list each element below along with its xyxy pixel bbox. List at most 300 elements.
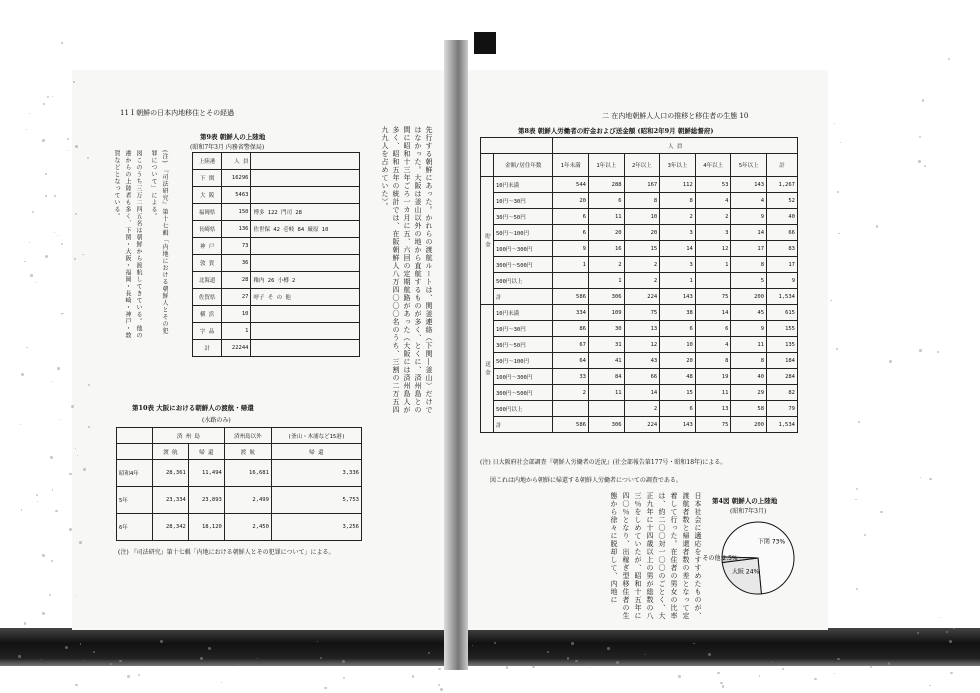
table9-row bbox=[193, 340, 360, 357]
table8-cell: 12 bbox=[624, 337, 660, 353]
scan-noise-speck bbox=[940, 617, 941, 618]
table9-note: (注) 『司法研究』第十七輯「内地における朝鮮人とその犯罪について」による。 bbox=[150, 150, 168, 335]
right-running-head: 二 在内地朝鮮人人口の推移と移住者の生態 10 bbox=[602, 112, 749, 120]
table10 bbox=[116, 427, 362, 541]
table9-cell bbox=[251, 187, 360, 204]
table8-cell: 66 bbox=[767, 225, 798, 241]
table8-cell: 48 bbox=[660, 369, 696, 385]
table9-cell: 字 品 bbox=[193, 323, 222, 340]
scan-noise-speck bbox=[41, 659, 42, 660]
table9-cell: 73 bbox=[222, 238, 251, 255]
table8-row bbox=[481, 321, 798, 337]
table9-cell: 22244 bbox=[222, 340, 251, 357]
table8-column-header: 5年以上 bbox=[731, 154, 767, 177]
table10-cell: 2,499 bbox=[224, 487, 271, 514]
scan-noise-speck bbox=[57, 367, 60, 370]
scan-noise-speck bbox=[720, 682, 722, 684]
table8-row-label: 100円〜300円 bbox=[494, 241, 553, 257]
table9-cell: 36 bbox=[222, 255, 251, 272]
table8-cell: 40 bbox=[731, 369, 767, 385]
table9 bbox=[192, 152, 360, 357]
scan-noise-speck bbox=[29, 242, 30, 243]
scan-noise-speck bbox=[52, 96, 53, 97]
scan-noise-speck bbox=[506, 666, 508, 668]
scan-noise-speck bbox=[74, 258, 76, 260]
scan-noise-speck bbox=[855, 499, 857, 501]
pie-label: 大阪 24% bbox=[731, 568, 760, 576]
scan-noise-speck bbox=[782, 668, 784, 670]
table10-group-header: (釜山・木浦など15港) bbox=[271, 428, 361, 444]
table10-cell: 23,893 bbox=[188, 487, 224, 514]
table8-row bbox=[481, 337, 798, 353]
table8-section-label: 貯 金 bbox=[481, 177, 494, 305]
table8-cell: 2 bbox=[588, 257, 624, 273]
table8-cell: 75 bbox=[695, 289, 731, 305]
table8-row-label: 計 bbox=[494, 289, 553, 305]
table8-cell: 9 bbox=[767, 273, 798, 289]
scan-noise-speck bbox=[21, 373, 24, 376]
table8-row bbox=[481, 209, 798, 225]
table8 bbox=[480, 137, 798, 433]
scan-noise-speck bbox=[20, 424, 21, 425]
table8-row-label: 10円〜30円 bbox=[494, 193, 553, 209]
scan-noise-speck bbox=[837, 658, 839, 660]
scan-noise-speck bbox=[75, 145, 78, 148]
table8-row bbox=[481, 353, 798, 369]
table10-row bbox=[117, 487, 362, 514]
table8-cell: 8 bbox=[731, 257, 767, 273]
table8-cell: 20 bbox=[660, 353, 696, 369]
scan-noise-speck bbox=[82, 254, 83, 255]
table8-column-header: 2年以上 bbox=[624, 154, 660, 177]
table9-title: 第9表 朝鮮人の上陸地 bbox=[200, 133, 266, 141]
book-gutter bbox=[444, 40, 468, 670]
table8-cell: 1 bbox=[553, 257, 589, 273]
black-marker-square bbox=[474, 32, 496, 54]
table8-cell bbox=[695, 273, 731, 289]
table10-cell: 28,342 bbox=[152, 514, 188, 541]
table9-cell: 北海道 bbox=[193, 272, 222, 289]
table8-cell: 2 bbox=[624, 273, 660, 289]
table8-cell: 586 bbox=[553, 417, 589, 433]
scan-noise-speck bbox=[42, 554, 45, 557]
scan-noise-speck bbox=[61, 42, 62, 43]
scan-noise-speck bbox=[73, 81, 75, 83]
table8-cell: 2 bbox=[553, 385, 589, 401]
table9-cell: 下 関 bbox=[193, 170, 222, 187]
scan-noise-speck bbox=[856, 588, 858, 590]
scan-noise-speck bbox=[876, 225, 879, 228]
left-body-small: 図このうち三万二四五名は朝鮮から渡航してきている。他の港からの上陸者も多く、下関・大阪・福岡・長崎・神戸・敦賀などとなっている。 bbox=[113, 150, 142, 339]
table8-cell: 13 bbox=[695, 401, 731, 417]
table8-row bbox=[481, 289, 798, 305]
table8-cell: 4 bbox=[731, 193, 767, 209]
scan-noise-speck bbox=[75, 448, 76, 449]
table8-cell: 586 bbox=[553, 289, 589, 305]
table8-cell: 4 bbox=[695, 337, 731, 353]
scan-noise-speck bbox=[45, 255, 48, 258]
table9-cell: 10 bbox=[222, 306, 251, 323]
table8-note2: 図これは内地から朝鮮に帰還する朝鮮人労働者についての調査である。 bbox=[490, 477, 682, 484]
table8-row bbox=[481, 417, 798, 433]
scan-noise-speck bbox=[18, 655, 20, 657]
table9-row bbox=[193, 221, 360, 238]
table8-row-label: 300円〜500円 bbox=[494, 257, 553, 273]
table8-cell: 3 bbox=[660, 225, 696, 241]
scan-noise-speck bbox=[837, 191, 839, 193]
table10-row-label: 昭和4年 bbox=[117, 460, 153, 487]
table9-cell: 上陸港 bbox=[193, 153, 222, 170]
scan-noise-speck bbox=[880, 511, 882, 513]
table8-cell: 79 bbox=[767, 401, 798, 417]
table8-cell: 1 bbox=[588, 273, 624, 289]
table8-cell: 167 bbox=[624, 177, 660, 193]
scan-noise-speck bbox=[917, 632, 919, 634]
table10-group-header: 済州島以外 bbox=[224, 428, 271, 444]
scan-noise-speck bbox=[50, 456, 53, 459]
table9-cell: 1 bbox=[222, 323, 251, 340]
scan-noise-speck bbox=[771, 661, 772, 662]
table9-cell: 稚内 26 小樽 2 bbox=[251, 272, 360, 289]
table8-cell: 9 bbox=[731, 321, 767, 337]
scan-noise-speck bbox=[830, 300, 831, 301]
table8-cell: 12 bbox=[695, 241, 731, 257]
table8-cell: 10 bbox=[660, 337, 696, 353]
table8-cell: 10 bbox=[624, 209, 660, 225]
table8-cell: 11 bbox=[695, 385, 731, 401]
table10-row-label: 5年 bbox=[117, 487, 153, 514]
table9-cell: 福岡県 bbox=[193, 204, 222, 221]
table9-cell: 大 阪 bbox=[193, 187, 222, 204]
scan-noise-speck bbox=[221, 682, 222, 683]
scan-noise-speck bbox=[342, 660, 344, 662]
scan-noise-speck bbox=[43, 103, 45, 105]
table8-cell: 15 bbox=[660, 385, 696, 401]
scan-noise-speck bbox=[864, 534, 866, 536]
table8-row-label: 10円未満 bbox=[494, 177, 553, 193]
figure4-title: 第4図 朝鮮人の上陸地 bbox=[712, 497, 778, 505]
scan-noise-speck bbox=[428, 652, 430, 654]
table8-cell: 20 bbox=[553, 193, 589, 209]
table9-cell: 博多 122 門司 28 bbox=[251, 204, 360, 221]
table8-row-label: 30円〜50円 bbox=[494, 337, 553, 353]
scan-noise-speck bbox=[79, 541, 82, 544]
scan-noise-speck bbox=[57, 235, 58, 236]
table8-cell: 615 bbox=[767, 305, 798, 321]
table8-cell bbox=[588, 401, 624, 417]
table9-cell bbox=[251, 255, 360, 272]
table10-title: 第10表 大阪における朝鮮人の渡航・帰還 bbox=[132, 404, 254, 412]
scan-noise-speck bbox=[440, 688, 443, 691]
scan-noise-speck bbox=[948, 58, 950, 60]
table8-cell: 15 bbox=[624, 241, 660, 257]
table8-cell: 82 bbox=[767, 385, 798, 401]
table10-cell: 28,361 bbox=[152, 460, 188, 487]
table8-cell: 155 bbox=[767, 321, 798, 337]
scan-noise-speck bbox=[51, 560, 53, 562]
table8-cell: 38 bbox=[660, 305, 696, 321]
table8-column-header: 4年以上 bbox=[695, 154, 731, 177]
table9-cell: 横 浜 bbox=[193, 306, 222, 323]
table8-row bbox=[481, 257, 798, 273]
left-running-head: 11 Ⅰ 朝鮮の日本内地移住とその経過 bbox=[120, 109, 235, 117]
scan-noise-speck bbox=[87, 157, 89, 159]
table8-row-label: 30円〜50円 bbox=[494, 209, 553, 225]
scan-noise-speck bbox=[61, 243, 63, 245]
table9-row bbox=[193, 187, 360, 204]
scan-noise-speck bbox=[200, 657, 202, 659]
table8-row-label: 300円〜500円 bbox=[494, 385, 553, 401]
table8-cell: 544 bbox=[553, 177, 589, 193]
table8-cell: 2 bbox=[624, 401, 660, 417]
figure4-pie-chart bbox=[702, 516, 800, 600]
scan-noise-speck bbox=[532, 666, 535, 669]
scan-noise-speck bbox=[722, 685, 724, 687]
table8-cell: 109 bbox=[588, 305, 624, 321]
table9-cell bbox=[251, 340, 360, 357]
scan-noise-speck bbox=[870, 666, 872, 668]
table9-row bbox=[193, 153, 360, 170]
scanner-shadow-bar bbox=[0, 628, 980, 666]
scan-noise-speck bbox=[717, 672, 719, 674]
table8-cell: 200 bbox=[731, 417, 767, 433]
table8-cell: 41 bbox=[588, 353, 624, 369]
scan-noise-speck bbox=[567, 657, 569, 659]
scan-noise-speck bbox=[88, 426, 89, 427]
table8-cell: 8 bbox=[731, 353, 767, 369]
table9-cell: 5463 bbox=[222, 187, 251, 204]
table8-cell: 6 bbox=[695, 321, 731, 337]
table8-cell: 20 bbox=[588, 225, 624, 241]
table8-cell: 143 bbox=[660, 289, 696, 305]
scan-noise-speck bbox=[834, 123, 835, 124]
table8-cell: 1,267 bbox=[767, 177, 798, 193]
scan-noise-speck bbox=[929, 685, 930, 686]
scan-noise-speck bbox=[929, 478, 932, 481]
table8-note: (注) 日大阪府社会部調査『朝鮮人労働者の近況』(社会部報告第177号・昭和18年)による。 bbox=[480, 459, 727, 466]
table8-cell: 143 bbox=[660, 417, 696, 433]
table10-subheader: 帰 還 bbox=[271, 444, 361, 460]
table8-row-label: 100円〜300円 bbox=[494, 369, 553, 385]
scan-noise-speck bbox=[32, 211, 34, 213]
scan-noise-speck bbox=[37, 501, 38, 502]
table8-cell: 17 bbox=[767, 257, 798, 273]
table9-cell: 計 bbox=[193, 340, 222, 357]
table9-row bbox=[193, 204, 360, 221]
table8-row bbox=[481, 369, 798, 385]
pie-slice-大阪 bbox=[722, 558, 761, 594]
table8-cell: 75 bbox=[695, 417, 731, 433]
table9-cell: 佐賀県 bbox=[193, 289, 222, 306]
scan-noise-speck bbox=[36, 282, 37, 283]
table8-cell: 184 bbox=[767, 353, 798, 369]
table10-group-header: 済 州 島 bbox=[152, 428, 224, 444]
scan-noise-speck bbox=[678, 675, 681, 678]
right-page bbox=[468, 70, 828, 630]
table8-cell: 6 bbox=[660, 321, 696, 337]
table9-cell: 28 bbox=[222, 272, 251, 289]
scan-noise-speck bbox=[42, 612, 45, 615]
scan-noise-speck bbox=[949, 640, 952, 643]
table8-cell: 75 bbox=[624, 305, 660, 321]
scan-noise-speck bbox=[119, 660, 122, 663]
table8-column-header: 3年以上 bbox=[660, 154, 696, 177]
table8-cell: 17 bbox=[731, 241, 767, 257]
table8-cell: 14 bbox=[695, 305, 731, 321]
scan-noise-speck bbox=[438, 684, 440, 686]
table8-cell: 16 bbox=[588, 241, 624, 257]
scan-noise-speck bbox=[67, 138, 69, 140]
table8-row-label: 10円未満 bbox=[494, 305, 553, 321]
table8-cell: 14 bbox=[731, 225, 767, 241]
table8-corner bbox=[481, 154, 494, 177]
scan-noise-speck bbox=[412, 675, 415, 678]
scan-noise-speck bbox=[858, 421, 860, 423]
scan-noise-speck bbox=[814, 678, 816, 680]
scan-noise-speck bbox=[138, 674, 140, 676]
scan-noise-speck bbox=[69, 528, 72, 531]
table8-group-header: 人 員 bbox=[553, 138, 798, 154]
table9-row bbox=[193, 272, 360, 289]
table8-cell: 3 bbox=[660, 257, 696, 273]
scan-noise-speck bbox=[920, 477, 921, 478]
table8-cell: 112 bbox=[660, 177, 696, 193]
table8-cell: 3 bbox=[695, 225, 731, 241]
scan-noise-speck bbox=[55, 510, 57, 512]
scan-noise-speck bbox=[438, 668, 441, 671]
table8-cell: 8 bbox=[695, 353, 731, 369]
table10-subheader: 帰 還 bbox=[188, 444, 224, 460]
scan-noise-speck bbox=[840, 142, 841, 143]
table8-row bbox=[481, 193, 798, 209]
table8-cell: 19 bbox=[695, 369, 731, 385]
table8-column-header: 計 bbox=[767, 154, 798, 177]
scan-noise-speck bbox=[919, 349, 922, 352]
scan-noise-speck bbox=[889, 360, 892, 363]
table9-cell: 27 bbox=[222, 289, 251, 306]
table8-row-label: 10円〜30円 bbox=[494, 321, 553, 337]
table10-header-row bbox=[117, 428, 362, 444]
table8-cell: 11 bbox=[588, 385, 624, 401]
table9-cell bbox=[251, 323, 360, 340]
scan-noise-speck bbox=[21, 509, 23, 511]
table9-cell: 神 戸 bbox=[193, 238, 222, 255]
table8-row bbox=[481, 305, 798, 321]
table8-cell: 6 bbox=[588, 193, 624, 209]
table8-cell: 13 bbox=[624, 321, 660, 337]
table8-column-header: 1年以上 bbox=[588, 154, 624, 177]
scan-noise-speck bbox=[71, 405, 74, 408]
scan-noise-speck bbox=[36, 494, 38, 496]
table10-cell: 23,334 bbox=[152, 487, 188, 514]
scan-noise-speck bbox=[52, 489, 54, 491]
table10-note: (注) 『司法研究』第十七輯「内地における朝鮮人とその犯罪について」による。 bbox=[118, 549, 335, 556]
table10-cell: 3,256 bbox=[271, 514, 361, 541]
table8-row-label: 計 bbox=[494, 417, 553, 433]
table8-row-label: 500円以上 bbox=[494, 273, 553, 289]
pie-label: 下関 73% bbox=[757, 538, 786, 546]
scan-noise-speck bbox=[590, 667, 591, 668]
table8-cell: 334 bbox=[553, 305, 589, 321]
table8-cell: 9 bbox=[553, 241, 589, 257]
table8-cell: 66 bbox=[624, 369, 660, 385]
table8-column-header: 金額/居住年数 bbox=[494, 154, 553, 177]
scan-noise-speck bbox=[919, 136, 921, 138]
table8-cell: 6 bbox=[660, 401, 696, 417]
right-body-text: 日本社会に適応をすすめたものが、渡航者数と帰還者数の差となって定着して行った。在住者の男女の比率は、約二〇〇対一〇〇のごとく、大正九年に十四歳以上の男が総数の八三％をしめていたが、昭和十五年に四〇％となり、出稼ぎ型移住者の生態から徐々に脱却して、内地に bbox=[610, 492, 702, 620]
table9-row bbox=[193, 255, 360, 272]
scan-noise-speck bbox=[80, 643, 81, 644]
table9-cell: 人 員 bbox=[222, 153, 251, 170]
table8-corner bbox=[481, 138, 553, 154]
table8-cell: 4 bbox=[695, 193, 731, 209]
table8-cell: 14 bbox=[660, 241, 696, 257]
table8-cell: 84 bbox=[588, 369, 624, 385]
scan-noise-speck bbox=[54, 232, 55, 233]
scan-noise-speck bbox=[472, 645, 473, 646]
table8-row bbox=[481, 241, 798, 257]
table8-cell: 33 bbox=[553, 369, 589, 385]
table8-cell: 224 bbox=[624, 289, 660, 305]
table8-row-label: 500円以上 bbox=[494, 401, 553, 417]
table8-cell: 200 bbox=[731, 289, 767, 305]
scan-noise-speck bbox=[26, 347, 27, 348]
scan-noise-speck bbox=[127, 675, 130, 678]
left-page bbox=[72, 70, 444, 630]
table9-cell bbox=[251, 238, 360, 255]
table8-row bbox=[481, 225, 798, 241]
table8-cell: 9 bbox=[731, 209, 767, 225]
table8-cell: 86 bbox=[553, 321, 589, 337]
table8-cell: 64 bbox=[553, 353, 589, 369]
table8-cell: 2 bbox=[695, 209, 731, 225]
scan-noise-speck bbox=[160, 640, 163, 643]
scan-noise-speck bbox=[950, 672, 953, 675]
table8-cell bbox=[553, 273, 589, 289]
scan-noise-speck bbox=[834, 673, 835, 674]
table8-cell: 306 bbox=[588, 289, 624, 305]
table10-row bbox=[117, 460, 362, 487]
table8-cell: 5 bbox=[731, 273, 767, 289]
table9-cell bbox=[251, 153, 360, 170]
scan-noise-speck bbox=[30, 274, 33, 277]
table8-cell: 30 bbox=[588, 321, 624, 337]
table10-corner bbox=[117, 428, 153, 444]
table10-row bbox=[117, 514, 362, 541]
scan-noise-speck bbox=[42, 139, 45, 142]
scan-noise-speck bbox=[937, 351, 939, 353]
table10-cell: 16,681 bbox=[224, 460, 271, 487]
table8-cell: 2 bbox=[624, 257, 660, 273]
table8-cell: 306 bbox=[588, 417, 624, 433]
table8-cell: 8 bbox=[624, 193, 660, 209]
table8-cell: 53 bbox=[695, 177, 731, 193]
scan-noise-speck bbox=[54, 195, 56, 197]
table8-cell: 40 bbox=[767, 209, 798, 225]
table8-group-row bbox=[481, 138, 798, 154]
table10-cell: 11,494 bbox=[188, 460, 224, 487]
table9-subtitle: (昭和7年3月 内務省警保局) bbox=[190, 144, 265, 151]
scan-noise-speck bbox=[547, 651, 549, 653]
figure4-subtitle: (昭和7年3月) bbox=[730, 508, 767, 515]
scan-noise-speck bbox=[571, 642, 574, 645]
table8-cell: 224 bbox=[624, 417, 660, 433]
scan-noise-speck bbox=[759, 675, 761, 677]
table10-cell: 3,336 bbox=[271, 460, 361, 487]
scan-noise-speck bbox=[69, 473, 71, 475]
scan-noise-speck bbox=[68, 150, 69, 151]
table8-cell: 8 bbox=[660, 193, 696, 209]
